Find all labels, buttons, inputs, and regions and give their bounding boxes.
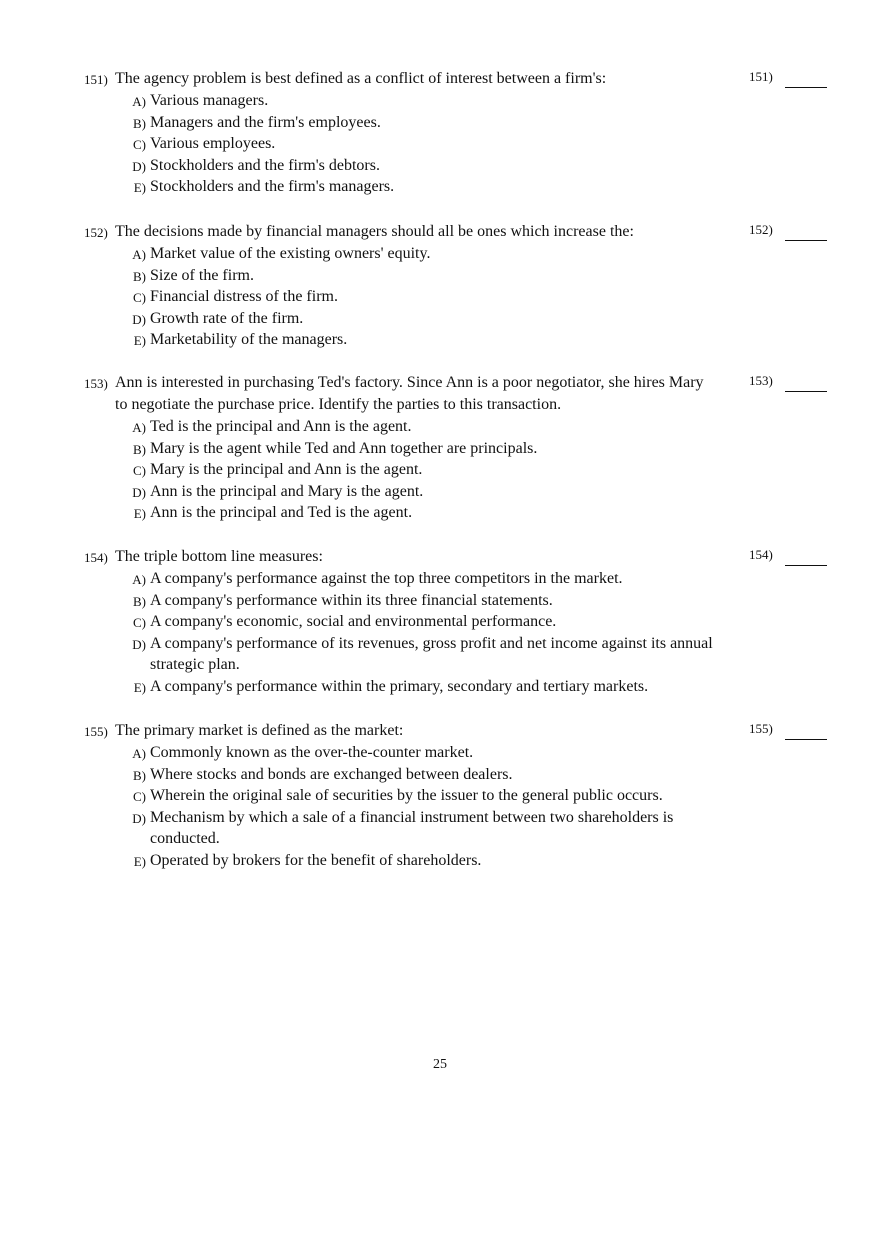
option-text: Market value of the existing owners' equity. [150,245,431,262]
option-b [133,112,735,134]
option-letter: B) [133,441,146,457]
option-letter: A) [132,420,146,435]
option-text: Mary is the agent while Ted and Ann together are principals. [150,439,538,457]
option-text: Stockholders and the firm's managers. [150,178,395,195]
option-c [133,286,735,308]
option-list [84,243,844,351]
option-text: Wherein the original sale of securities by the issuer to the general public occurs. [150,787,663,804]
option-text: A company's performance against the top three competitors in the market. [150,570,623,587]
question-number: 155) [84,724,108,739]
option-a [132,243,735,265]
option-text: Ted is the principal and Ann is the agent. [150,418,412,435]
answer-blank[interactable] [785,391,827,392]
option-e [133,502,735,524]
option-d [132,633,735,676]
option-text: Mechanism by which a sale of a financial instrument between two shareholders is conducted. [150,808,674,847]
option-letter: D) [132,484,146,500]
option-text: Various employees. [150,135,276,152]
option-text: Various managers. [150,92,269,109]
question-text: The decisions made by financial managers should all be ones which increase the: [115,223,634,240]
option-text: Stockholders and the firm's debtors. [150,156,380,174]
option-text: A company's performance within its three financial statements. [150,591,553,609]
option-list [84,90,844,198]
option-a [132,742,735,764]
option-letter: A) [132,572,146,587]
page-number: 25 [433,1057,447,1072]
option-text: Ann is the principal and Mary is the agent. [150,482,424,500]
option-c [133,785,735,807]
option-text: Managers and the firm's employees. [150,113,381,131]
question-number: 154) [84,550,108,565]
option-text: A company's performance within the primary, secondary and tertiary markets. [150,677,649,695]
option-c [133,133,735,155]
option-text: A company's economic, social and environmental performance. [150,613,557,630]
option-letter: D) [132,311,146,327]
option-letter: D) [132,636,146,652]
option-text: Size of the firm. [150,266,254,284]
option-list [84,568,844,697]
option-letter: C) [133,137,146,152]
option-a [132,568,735,590]
answer-blank[interactable] [785,739,827,740]
option-d [132,807,735,850]
answer-label: 153) [749,373,773,388]
option-b [133,265,735,287]
option-letter: D) [132,158,146,174]
question-stem [84,546,715,568]
option-letter: E) [133,333,146,348]
question-text: Ann is interested in purchasing Ted's factory. Since Ann is a poor negotiator, she hires Mary to negotiate the purchase price. Identify the parties to this transaction. [115,374,704,413]
option-e [133,850,735,872]
option-letter: B) [133,767,146,783]
question-stem [84,720,715,742]
question-number: 152) [84,225,108,240]
option-text: Financial distress of the firm. [150,288,338,305]
option-letter: B) [133,593,146,609]
option-text: Growth rate of the firm. [150,309,304,327]
option-e [133,176,735,198]
option-text: Marketability of the managers. [150,331,348,348]
option-a [132,90,735,112]
option-c [133,611,735,633]
option-text: A company's performance of its revenues, gross profit and net income against its annual strategic plan. [150,634,713,673]
option-text: Mary is the principal and Ann is the agent. [150,461,423,478]
option-letter: B) [133,115,146,131]
option-d [132,308,735,330]
answer-label: 154) [749,547,773,562]
option-letter: B) [133,268,146,284]
option-letter: A) [132,247,146,262]
option-e [133,329,735,351]
question-152 [84,221,844,351]
question-number: 151) [84,72,108,87]
answer-blank[interactable] [785,240,827,241]
question-text: The agency problem is best defined as a conflict of interest between a firm's: [115,70,607,87]
question-153 [84,372,844,524]
option-letter: D) [132,810,146,826]
question-155 [84,720,844,871]
question-text: The primary market is defined as the market: [115,722,404,739]
option-letter: A) [132,746,146,761]
question-151 [84,68,844,198]
option-letter: C) [133,290,146,305]
question-stem [84,372,715,416]
option-c [133,459,735,481]
option-b [133,590,735,612]
option-letter: E) [133,679,146,695]
answer-label: 152) [749,222,773,237]
option-letter: E) [133,506,146,521]
option-letter: C) [133,789,146,804]
question-text: The triple bottom line measures: [115,548,323,565]
question-stem [84,221,715,243]
option-letter: A) [132,94,146,109]
answer-label: 155) [749,721,773,736]
question-stem [84,68,715,90]
answer-blank[interactable] [785,565,827,566]
option-e [133,676,735,698]
question-number: 153) [84,376,108,391]
answer-blank[interactable] [785,87,827,88]
option-letter: C) [133,463,146,478]
option-letter: E) [133,180,146,195]
option-b [133,438,735,460]
option-a [132,416,735,438]
question-154 [84,546,844,697]
option-text: Ann is the principal and Ted is the agent. [150,504,413,521]
option-text: Where stocks and bonds are exchanged between dealers. [150,765,513,783]
option-letter: C) [133,615,146,630]
answer-label: 151) [749,69,773,84]
option-list [84,416,844,524]
option-text: Commonly known as the over-the-counter market. [150,744,474,761]
option-list [84,742,844,871]
option-letter: E) [133,853,146,869]
option-d [132,155,735,177]
option-b [133,764,735,786]
option-d [132,481,735,503]
option-text: Operated by brokers for the benefit of shareholders. [150,851,482,869]
